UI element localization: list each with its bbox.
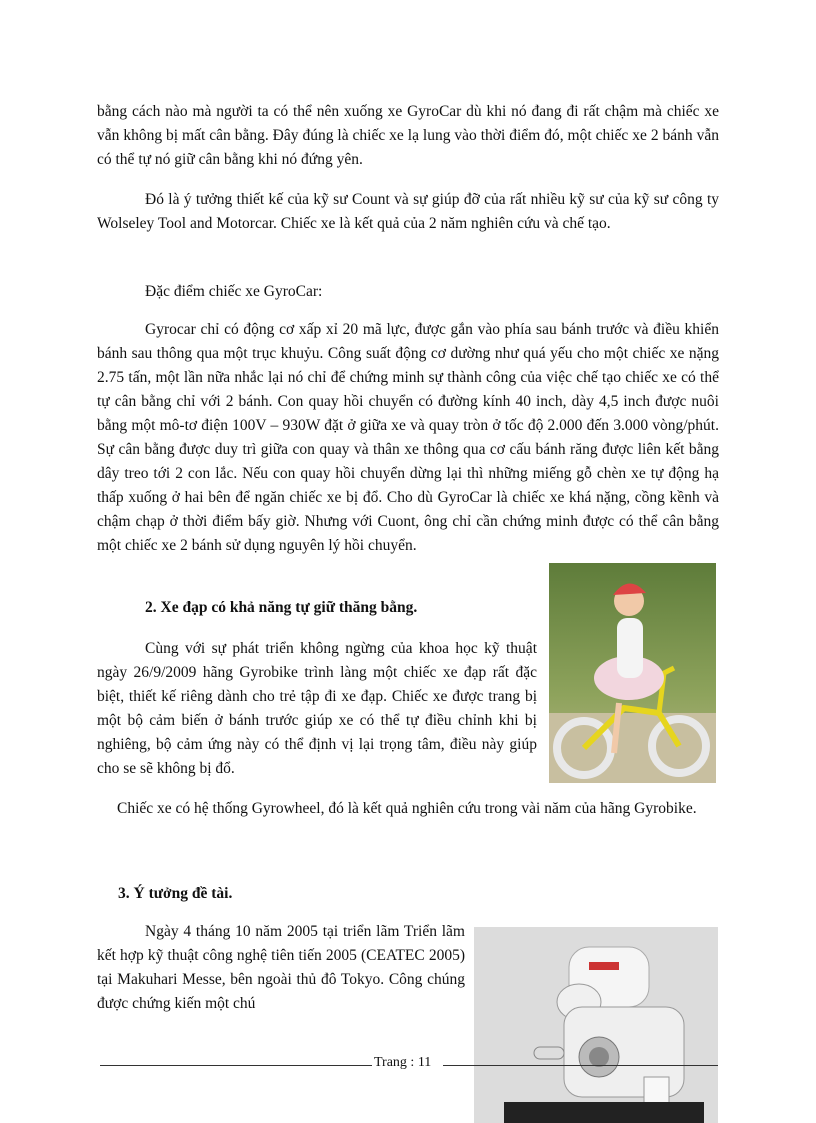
page-number: Trang : 11 — [374, 1055, 432, 1070]
robot-photo — [474, 927, 718, 1123]
paragraph-6: Chiếc xe có hệ thống Gyrowheel, đó là kết quả nghiên cứu trong vài năm của hãng Gyrobike. — [117, 800, 697, 817]
footer-rule-right — [443, 1065, 718, 1066]
child-bicycle-photo — [549, 563, 716, 783]
paragraph-1: bằng cách nào mà người ta có thể nên xuống xe GyroCar dù khi nó đang đi rất chậm mà chiếc xe vẫn không bị mất cân bằng. Đây đúng là chiếc xe lạ lung vào thời điểm đó, một chiếc xe 2 bánh vẫn có thể tự nó giữ cân bằng khi nó đứng yên. — [97, 103, 719, 168]
paragraph-7: Ngày 4 tháng 10 năm 2005 tại triển lãm Triển lãm kết hợp kỹ thuật công nghệ tiên tiến 2005 (CEATEC 2005) tại Makuhari Messe, bên ngoài thủ đô Tokyo. Công chúng được chứng kiến một chú — [97, 923, 465, 1012]
page-footer — [100, 1055, 720, 1075]
paragraph-3: Đặc điểm chiếc xe GyroCar: — [145, 283, 323, 300]
section-3-heading: 3. Ý tưởng đề tài. — [118, 885, 233, 902]
footer-rule-left — [100, 1065, 372, 1066]
paragraph-5: Cùng với sự phát triển không ngừng của khoa học kỹ thuật ngày 26/9/2009 hãng Gyrobike trình làng một chiếc xe đạp rất đặc biệt, thiết kế riêng dành cho trẻ tập đi xe đạp. Chiếc xe được trang bị một bộ cảm biến ở bánh trước giúp xe có thể tự điều chỉnh khi bị nghiêng, bộ cảm ứng này có thể định vị lại trọng tâm, điều này giúp cho se sẽ không bị đổ. — [97, 640, 537, 777]
paragraph-2: Đó là ý tưởng thiết kế của kỹ sư Count và sự giúp đỡ của rất nhiều kỹ sư của kỹ sư công ty Wolseley Tool and Motorcar. Chiếc xe là kết quả của 2 năm nghiên cứu và chế tạo. — [97, 191, 719, 232]
paragraph-4: Gyrocar chỉ có động cơ xấp xỉ 20 mã lực, được gắn vào phía sau bánh trước và điều khiển bánh sau thông qua một trục khuỷu. Công suất động cơ dường như quá yếu cho một chiếc xe nặng 2.75 tấn, một lần nữa nhắc lại nó chỉ để chứng minh sự thành công của việc chế tạo chiếc xe có thể tự cân bằng chỉ với 2 bánh. Con quay hồi chuyển có đường kính 40 inch, dày 4,5 inch được nuôi bằng một mô-tơ điện 100V – 930W đặt ở giữa xe và quay tròn ở tốc độ 2.000 đến 3.000 vòng/phút. Sự cân bằng được duy trì giữa con quay và thân xe thông qua cơ cấu bánh răng được liên kết bằng dây treo tới 2 con lắc. Nếu con quay hồi chuyển dừng lại thì những miếng gỗ chèn xe tự động hạ thấp xuống ở hai bên để ngăn chiếc xe bị đổ. Cho dù GyroCar là chiếc xe khá nặng, cồng kềnh và chậm chạp ở thời điểm bấy giờ. Nhưng với Cuont, ông chỉ cần chứng minh được có thể cân bằng một chiếc xe 2 bánh sử dụng nguyên lý hồi chuyển. — [97, 321, 719, 554]
section-2-heading: 2. Xe đạp có khả năng tự giữ thăng bằng. — [145, 599, 418, 616]
